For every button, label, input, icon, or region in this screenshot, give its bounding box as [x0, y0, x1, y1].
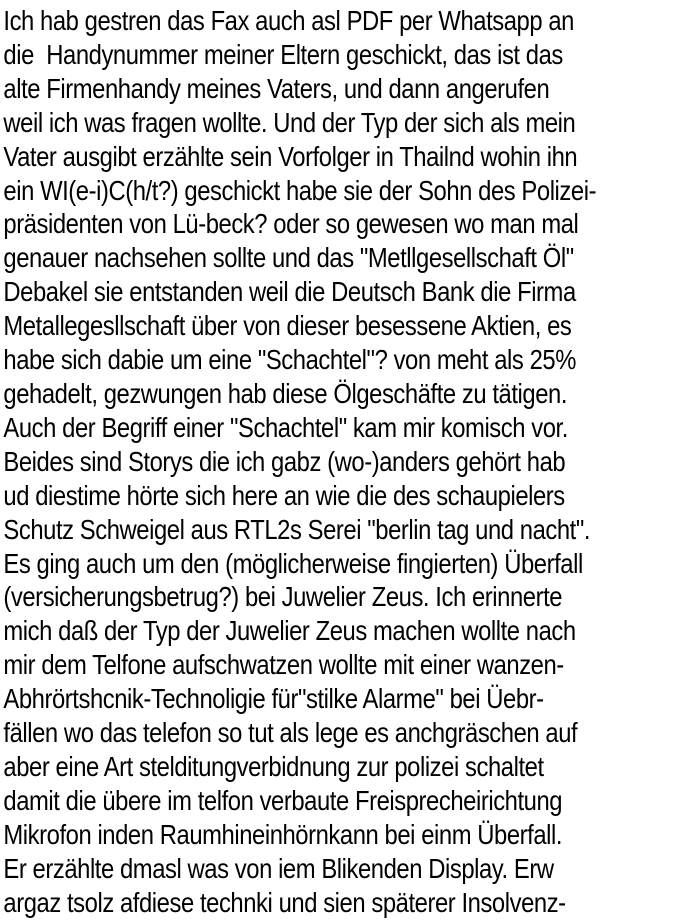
- text-line: Debakel sie entstanden weil die Deutsch Bank die Firma: [3, 276, 576, 308]
- text-line: Er erzählte dmasl was von iem Blikenden Display. Erw: [3, 852, 554, 884]
- text-line: Abhrörtshcnik-Technoligie für"stilke Alarme" bei Üebr-: [3, 683, 544, 715]
- text-line: mir dem Telfone aufschwatzen wollte mit einer wanzen-: [3, 649, 564, 681]
- text-line: weil ich was fragen wollte. Und der Typ der sich als mein: [3, 106, 576, 138]
- text-line: (versicherungsbetrug?) bei Juwelier Zeus. Ich erinnerte: [3, 581, 563, 613]
- text-line: alte Firmenhandy meines Vaters, und dann angerufen: [3, 72, 550, 104]
- text-line: die Handynummer meiner Eltern geschickt, das ist das: [3, 38, 563, 70]
- text-line: fällen wo das telefon so tut als lege es anchgräschen auf: [3, 717, 578, 749]
- text-line: präsidenten von Lü-beck? oder so gewesen wo man mal: [3, 208, 579, 240]
- text-line: damit die übere im telfon verbaute Freisprecheirichtung: [3, 784, 563, 816]
- text-line: ein WI(e-i)C(h/t?) geschickt habe sie der Sohn des Polizei-: [3, 174, 597, 206]
- text-line: mich daß der Typ der Juwelier Zeus machen wollte nach: [3, 615, 576, 647]
- text-line: aber eine Art stelditungverbidnung zur polizei schaltet: [3, 750, 544, 782]
- text-line: ud diestime hörte sich here an wie die des schaupielers: [3, 479, 565, 511]
- text-line: gehadelt, gezwungen hab diese Ölgeschäfte zu tätigen.: [3, 377, 568, 409]
- text-line: Schutz Schweigel aus RTL2s Serei "berlin tag und nacht".: [3, 513, 591, 545]
- text-line: genauer nachsehen sollte und das "Metllgesellschaft Öl": [3, 242, 574, 274]
- text-line: Vater ausgibt erzählte sein Vorfolger in Thailnd wohin ihn: [3, 140, 578, 172]
- text-line: Auch der Begriff einer "Schachtel" kam mir komisch vor.: [3, 411, 568, 443]
- text-line: argaz tsolz afdiese technki und sien späterer Insolvenz-: [3, 886, 566, 918]
- text-line: habe sich dabie um eine "Schachtel"? von meht als 25%: [3, 344, 576, 376]
- text-line: Metallegesllschaft über von dieser besessene Aktien, es: [3, 310, 572, 342]
- text-line: Mikrofon inden Raumhineinhörnkann bei einm Überfall.: [3, 818, 563, 850]
- text-line: Ich hab gestren das Fax auch asl PDF per Whatsapp an: [3, 5, 574, 36]
- text-line: Beides sind Storys die ich gabz (wo-)anders gehört hab: [3, 445, 566, 477]
- text-line: Es ging auch um den (möglicherweise fingierten) Überfall: [3, 547, 583, 579]
